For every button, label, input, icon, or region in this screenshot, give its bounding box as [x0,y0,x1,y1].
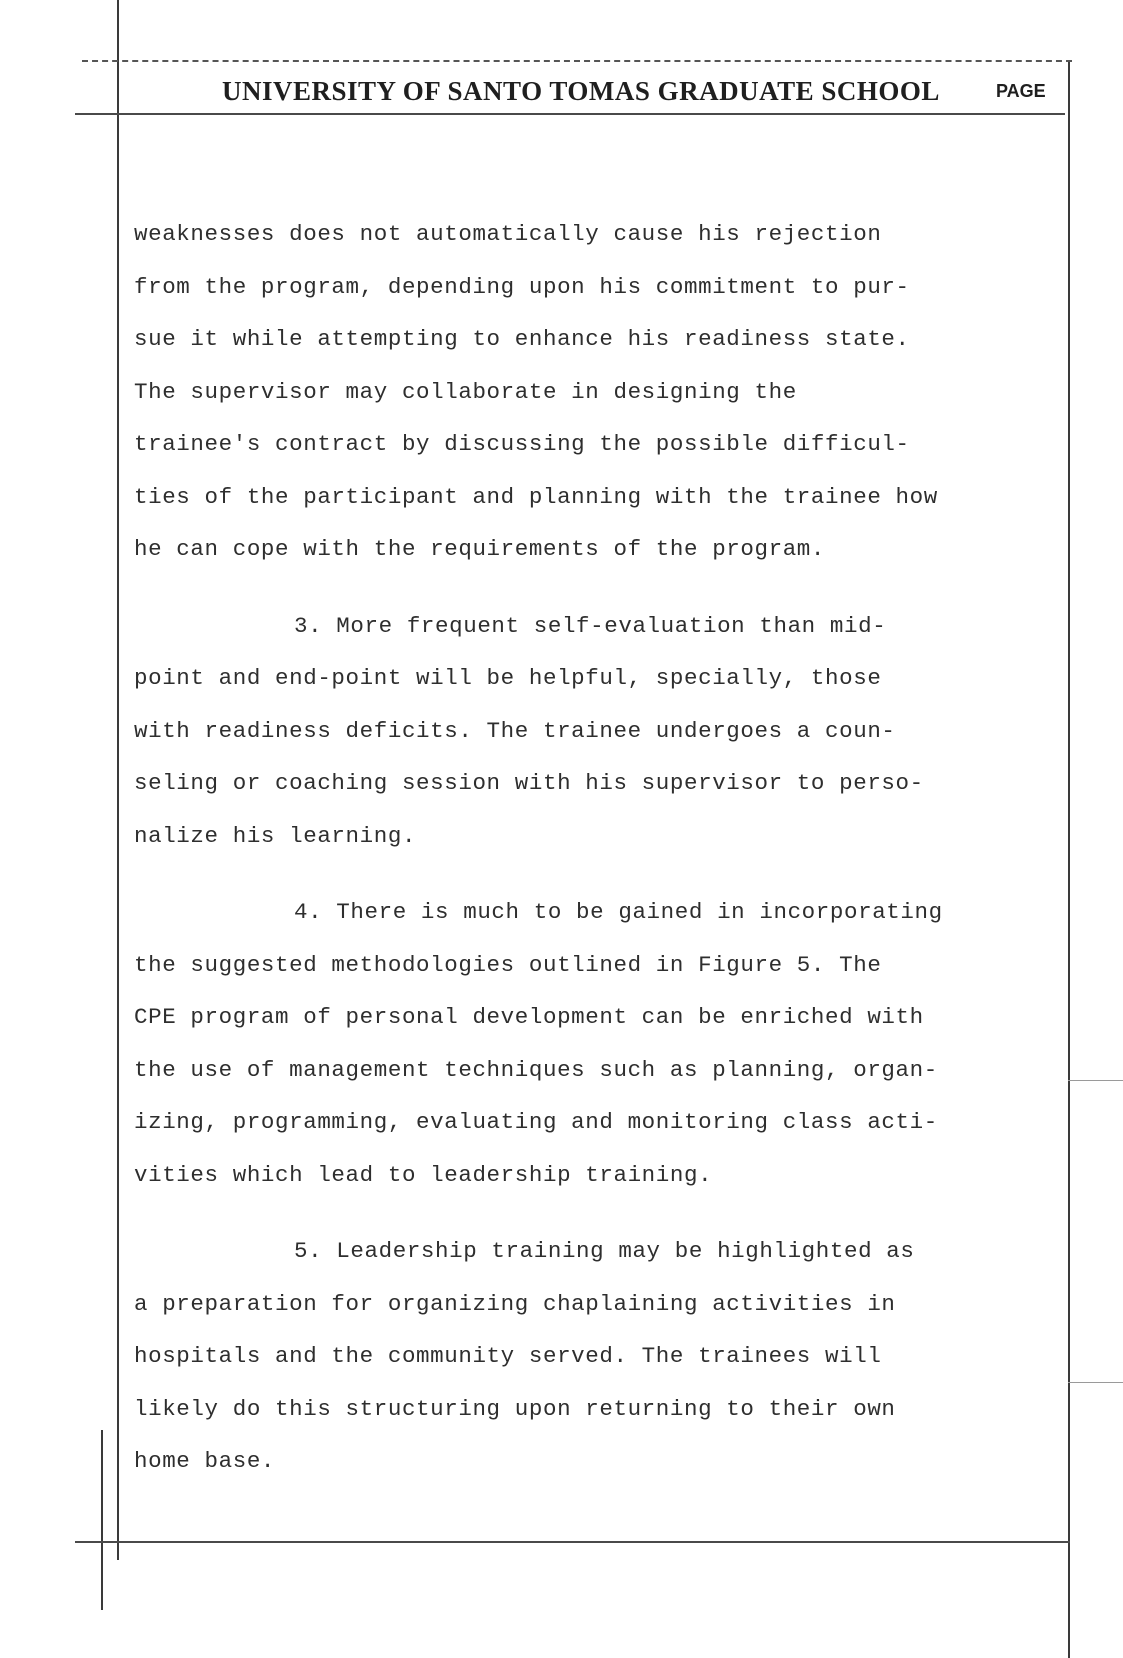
left-margin-rule-lower [101,1430,103,1610]
text-line: nalize his learning. [134,822,417,849]
text-line: vities which lead to leadership training. [134,1161,713,1188]
text-line: weaknesses does not automatically cause his rejection [134,221,882,247]
text-line: a preparation for organizing chaplaining activities in [134,1290,896,1317]
right-margin-rule [1068,60,1070,1658]
text-line: likely do this structuring upon returning to their own [134,1395,896,1422]
text-line: he can cope with the requirements of the program. [134,536,826,562]
text-line: the suggested methodologies outlined in Figure 5. The [134,951,882,978]
text-line: izing, programming, evaluating and monitoring class acti- [134,1109,938,1135]
page-number-label: PAGE [996,81,1046,101]
header-underline-rule [75,113,1065,115]
numbered-item-5: 5. Leadership training may be highlighted as [294,1238,915,1264]
left-margin-rule [117,0,119,1560]
text-line: point and end-point will be helpful, specially, those [134,665,882,691]
text-line: hospitals and the community served. The trainees will [134,1343,882,1369]
text-line: ties of the participant and planning with the trainee how [134,483,938,510]
text-line: with readiness deficits. The trainee undergoes a coun- [134,717,896,744]
numbered-item-4: 4. There is much to be gained in incorporating [294,899,943,925]
text-line: CPE program of personal development can be enriched with [134,1004,924,1030]
top-header-rule [82,60,1072,62]
text-line: seling or coaching session with his supervisor to perso- [134,770,924,796]
right-tick-rule-lower [1068,1382,1123,1383]
text-line: trainee's contract by discussing the possible difficul- [134,431,910,457]
footer-rule [75,1541,1070,1543]
text-line: from the program, depending upon his commitment to pur- [134,273,910,300]
right-tick-rule [1068,1080,1123,1081]
text-line: sue it while attempting to enhance his readiness state. [134,326,910,352]
page-header-title: UNIVERSITY OF SANTO TOMAS GRADUATE SCHOOL [222,76,940,106]
text-line: home base. [134,1448,276,1474]
numbered-item-3: 3. More frequent self-evaluation than mid- [294,612,887,639]
document-body [134,208,1064,1488]
text-line: the use of management techniques such as planning, organ- [134,1056,938,1083]
text-line: The supervisor may collaborate in designing the [134,378,797,405]
